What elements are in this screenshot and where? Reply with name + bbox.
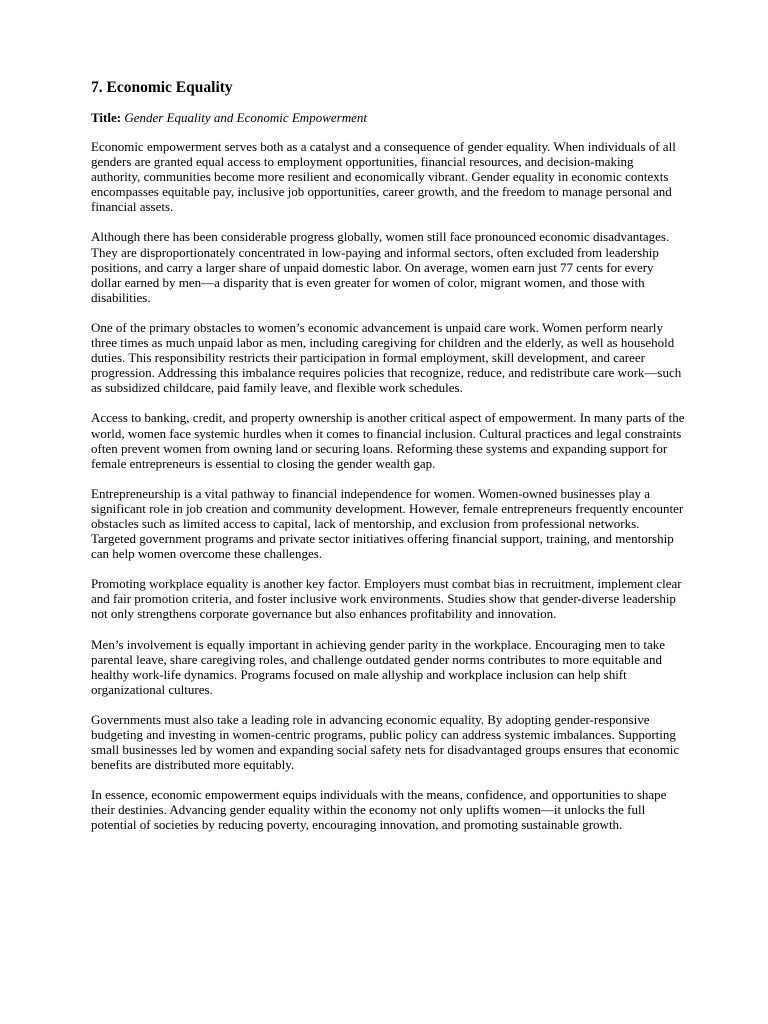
document-page xyxy=(91,78,686,848)
section-heading: 7. Economic Equality xyxy=(91,79,233,96)
paragraph: Although there has been considerable progress globally, women still face pronounced economic disadvantages. They are disproportionately concentrated in low-paying and informal sectors, often excluded from leadership positions, and carry a larger share of unpaid domestic labor. On average, women earn just 77 cents for every dollar earned by men—a disparity that is even greater for women of color, migrant women, and those with disabilities. xyxy=(91,229,670,305)
paragraph: Entrepreneurship is a vital pathway to financial independence for women. Women-owned businesses play a significant role in job creation and community development. However, female entrepreneurs frequently encounter obstacles such as limited access to capital, lack of mentorship, and exclusion from professional networks. Targeted government programs and private sector initiatives offering financial support, training, and mentorship can help women overcome these challenges. xyxy=(91,485,684,562)
paragraph: Economic empowerment serves both as a catalyst and a consequence of gender equality. When individuals of all genders are granted equal access to employment opportunities, financial resources, and decision-making authority, communities become more resilient and economically vibrant. Gender equality in economic contexts encompasses equitable pay, inclusive job opportunities, career growth, and the freedom to manage personal and financial assets. xyxy=(91,139,676,215)
paragraph: Men’s involvement is equally important in achieving gender parity in the workplace. Encouraging men to take parental leave, share caregiving roles, and challenge outdated gender norms contributes to more equitable and healthy work-life dynamics. Programs focused on male allyship and workplace inclusion can help shift organizational cultures. xyxy=(91,636,666,697)
paragraph: Promoting workplace equality is another key factor. Employers must combat bias in recruitment, implement clear and fair promotion criteria, and foster inclusive work environments. Studies show that gender-diverse leadership not only strengthens corporate governance but also enhances profitability and innovation. xyxy=(91,576,682,622)
paragraph: Governments must also take a leading role in advancing economic equality. By adopting gender-responsive budgeting and investing in women-centric programs, public policy can address systemic imbalances. Supporting small businesses led by women and expanding social safety nets for disadvantaged groups ensures that economic benefits are distributed more equitably. xyxy=(91,711,680,773)
title-value: Gender Equality and Economic Empowerment xyxy=(124,110,367,125)
title-label: Title: xyxy=(91,110,122,125)
paragraph: In essence, economic empowerment equips individuals with the means, confidence, and opportunities to shape their destinies. Advancing gender equality within the economy not only uplifts women—it unlocks the full potential of societies by reducing poverty, encouraging innovation, and promoting sustainable growth. xyxy=(91,787,667,833)
paragraph: One of the primary obstacles to women’s economic advancement is unpaid care work. Women perform nearly three times as much unpaid labor as men, including caregiving for children and the elderly, as well as household duties. This responsibility restricts their participation in formal employment, skill development, and career progression. Addressing this imbalance requires policies that recognize, reduce, and redistribute care work—such as subsidized childcare, paid family leave, and flexible work schedules. xyxy=(91,319,682,396)
paragraph: Access to banking, credit, and property ownership is another critical aspect of empowerment. In many parts of the world, women face systemic hurdles when it comes to financial inclusion. Cultural practices and legal constraints often prevent women from owning land or securing loans. Reforming these systems and expanding support for female entrepreneurs is essential to closing the gender wealth gap. xyxy=(91,410,685,471)
document-title-line xyxy=(91,109,686,126)
